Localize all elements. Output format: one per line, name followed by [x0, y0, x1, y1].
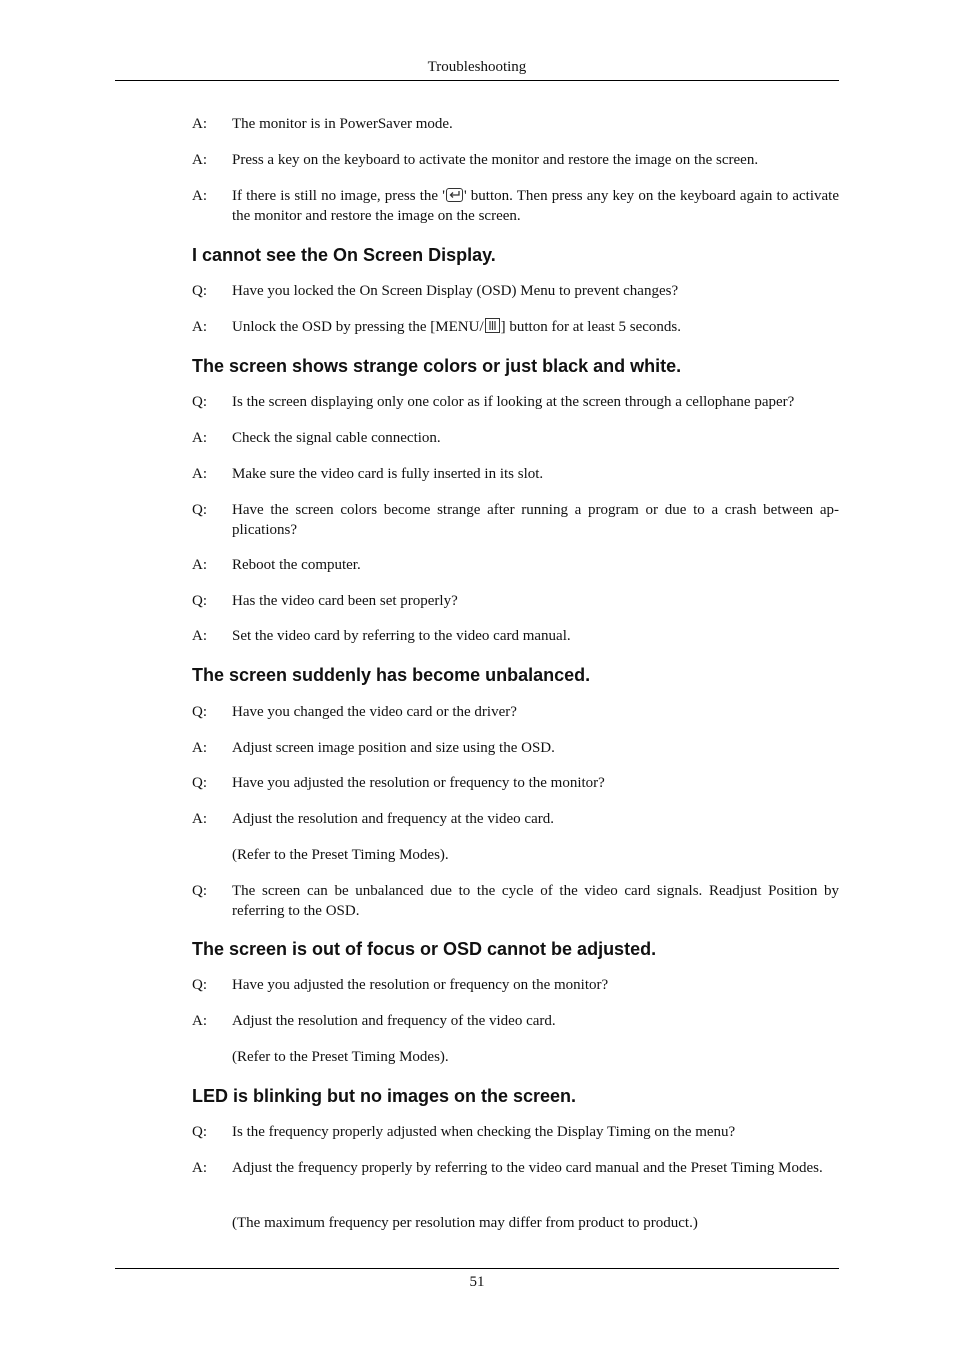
item-label: A: — [192, 188, 207, 204]
item-label: A: — [192, 740, 207, 756]
item-label: Q: — [192, 1124, 207, 1140]
item-text: Press a key on the keyboard to activate the monitor and restore the image on the screen. — [232, 152, 759, 168]
answer-item — [192, 627, 839, 647]
page-number: 51 — [469, 1274, 485, 1290]
section-heading: LED is blinking but no images on the screen. — [192, 1086, 577, 1106]
note-text: (The maximum frequency per resolution may differ from product to product.) — [232, 1215, 698, 1231]
item-label: A: — [192, 466, 207, 482]
item-label: A: — [192, 1160, 207, 1176]
item-label: A: — [192, 152, 207, 168]
question-item — [192, 774, 839, 794]
item-label: A: — [192, 811, 207, 827]
question-item — [192, 282, 839, 302]
note-text: (Refer to the Preset Timing Modes). — [232, 1049, 449, 1065]
section-heading: I cannot see the On Screen Display. — [192, 245, 496, 265]
item-text: Adjust the resolution and frequency at the video card. — [232, 811, 554, 827]
item-text: Have you adjusted the resolution or frequency on the monitor? — [232, 977, 609, 993]
answer-item — [192, 429, 839, 449]
item-label: A: — [192, 628, 207, 644]
question-item — [192, 882, 839, 921]
item-label: A: — [192, 557, 207, 573]
answer-item — [192, 318, 839, 338]
item-label: Q: — [192, 977, 207, 993]
question-item — [192, 592, 839, 612]
item-text-before: Unlock the OSD by pressing the [MENU/ — [232, 319, 484, 335]
answer-item — [192, 465, 839, 485]
item-text-after: ] button for at least 5 seconds. — [500, 319, 682, 335]
item-text: The screen can be unbalanced due to the cycle of the video card signals. Readjust Position by referring to the OSD. — [232, 883, 839, 919]
header-rule — [115, 80, 839, 81]
question-item — [192, 703, 839, 723]
menu-icon — [485, 318, 500, 333]
question-item — [192, 1123, 839, 1143]
answer-item — [192, 810, 839, 830]
answer-item — [192, 1159, 839, 1179]
item-text: Adjust the resolution and frequency of the video card. — [232, 1013, 556, 1029]
item-label: Q: — [192, 593, 207, 609]
item-text: Reboot the computer. — [232, 557, 361, 573]
item-label: Q: — [192, 704, 207, 720]
page-header: Troubleshooting — [427, 59, 527, 75]
item-text — [232, 187, 839, 226]
item-label: Q: — [192, 502, 207, 518]
item-label: A: — [192, 319, 207, 335]
answer-item — [192, 1012, 839, 1032]
item-text: Is the screen displaying only one color as if looking at the screen through a cellophane paper? — [232, 394, 795, 410]
item-text: Have you adjusted the resolution or frequency to the monitor? — [232, 775, 605, 791]
answer-item — [192, 187, 839, 226]
section-heading: The screen is out of focus or OSD cannot be adjusted. — [192, 939, 657, 959]
item-text: Have the screen colors become strange after running a program or due to a crash between ap-plications? — [232, 502, 839, 538]
item-label: A: — [192, 1013, 207, 1029]
item-label: Q: — [192, 883, 207, 899]
answer-item — [192, 739, 839, 759]
item-text — [232, 318, 839, 338]
answer-item — [192, 115, 839, 135]
question-item — [192, 393, 839, 413]
item-text: Is the frequency properly adjusted when checking the Display Timing on the menu? — [232, 1124, 736, 1140]
item-text: Set the video card by referring to the video card manual. — [232, 628, 571, 644]
note-text: (Refer to the Preset Timing Modes). — [232, 847, 449, 863]
answer-item — [192, 556, 839, 576]
item-label: A: — [192, 116, 207, 132]
item-label: Q: — [192, 775, 207, 791]
item-text: Have you locked the On Screen Display (OSD) Menu to prevent changes? — [232, 283, 679, 299]
item-text-after: ' button. Then press any key on the keyboard again to activate the monitor and restore the image on the screen. — [232, 188, 839, 224]
item-label: Q: — [192, 394, 207, 410]
item-text: Check the signal cable connection. — [232, 430, 441, 446]
item-label: Q: — [192, 283, 207, 299]
item-text: Have you changed the video card or the driver? — [232, 704, 517, 720]
item-label: A: — [192, 430, 207, 446]
section-heading: The screen shows strange colors or just black and white. — [192, 356, 682, 376]
item-text: Make sure the video card is fully inserted in its slot. — [232, 466, 544, 482]
enter-key-icon — [446, 188, 463, 202]
section-heading: The screen suddenly has become unbalanced. — [192, 665, 591, 685]
item-text: Adjust screen image position and size using the OSD. — [232, 740, 555, 756]
item-text: Has the video card been set properly? — [232, 593, 458, 609]
answer-item — [192, 151, 839, 171]
item-text: The monitor is in PowerSaver mode. — [232, 116, 453, 132]
item-text: Adjust the frequency properly by referring to the video card manual and the Preset Timing Modes. — [232, 1160, 823, 1176]
question-item — [192, 976, 839, 996]
footer-rule — [115, 1268, 839, 1269]
question-item — [192, 501, 839, 540]
item-text-before: If there is still no image, press the ' — [232, 188, 445, 204]
